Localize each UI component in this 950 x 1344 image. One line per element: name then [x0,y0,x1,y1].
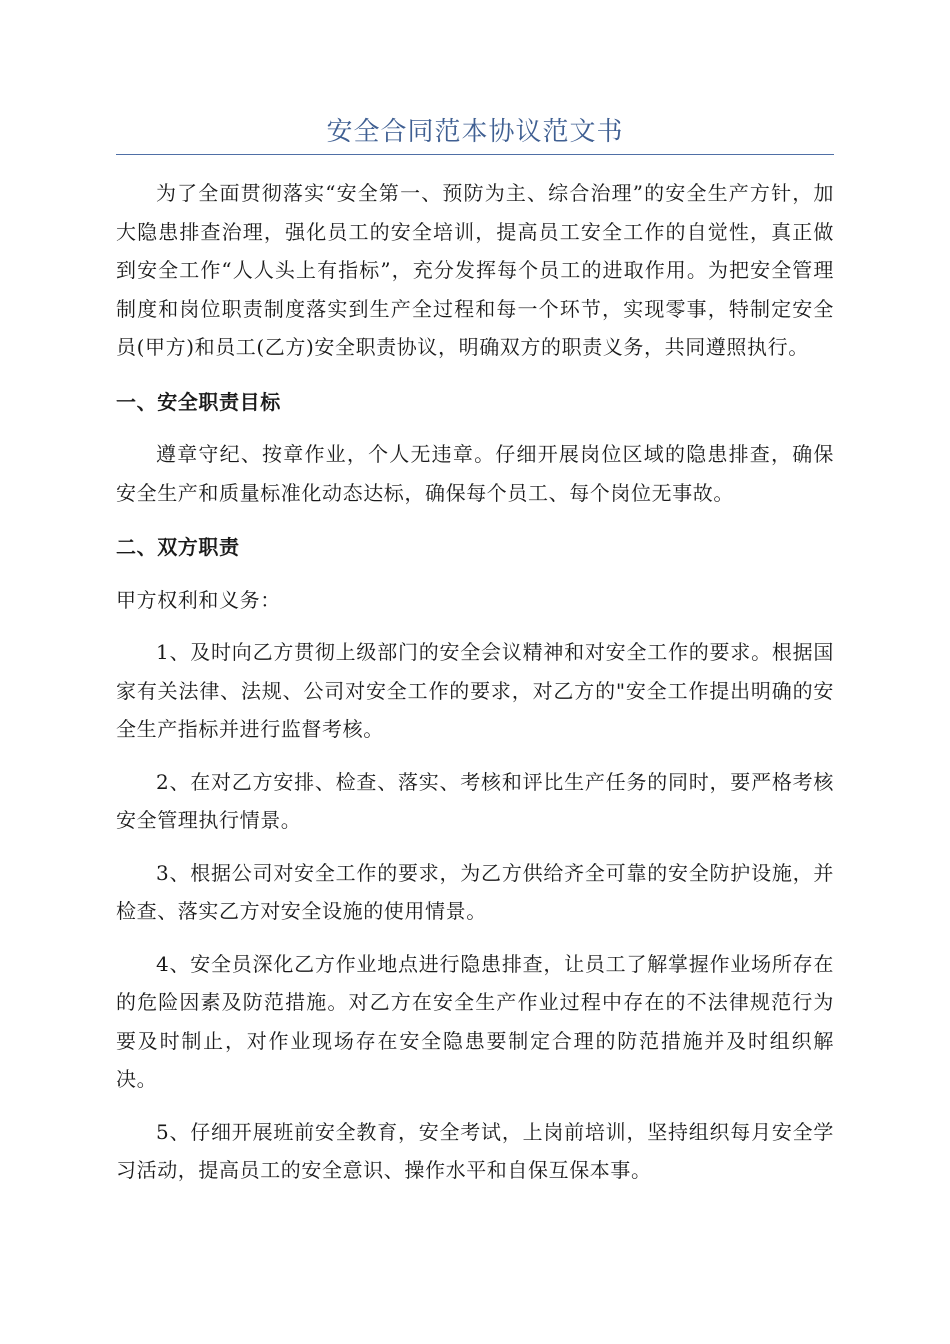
section-1-paragraph: 遵章守纪、按章作业，个人无违章。仔细开展岗位区域的隐患排查，确保安全生产和质量标准化动态达标，确保每个员工、每个岗位无事故。 [116,442,834,505]
duty-item-4: 4、安全员深化乙方作业地点进行隐患排查，让员工了解掌握作业场所存在的危险因素及防范措施。对乙方在安全生产作业过程中存在的不法律规范行为要及时制止，对作业现场存在安全隐患要制定合理的防范措施并及时组织解决。 [116,951,834,1091]
document-body [116,174,834,1190]
section-1-heading: 一、安全职责目标 [116,389,281,414]
duty-item-3: 3、根据公司对安全工作的要求，为乙方供给齐全可靠的安全防护设施，并检查、落实乙方对安全设施的使用情景。 [116,860,834,923]
duty-item-1: 1、及时向乙方贯彻上级部门的安全会议精神和对安全工作的要求。根据国家有关法律、法规、公司对安全工作的要求，对乙方的"安全工作提出明确的安全生产指标并进行监督考核。 [116,640,834,741]
spacer [116,619,834,633]
spacer [116,1099,834,1113]
section-2-subheading: 甲方权利和义务： [116,587,281,612]
spacer [116,840,834,854]
spacer [116,512,834,528]
intro-paragraph: 为了全面贯彻落实“安全第一、预防为主、综合治理”的安全生产方针，加大隐患排查治理，强化员工的安全培训，提高员工安全工作的自觉性，真正做到安全工作“人人头上有指标”，充分发挥每个员工的进取作用。为把安全管理制度和岗位职责制度落实到生产全过程和每一个环节，实现零事，特制定安全员(甲方)和员工(乙方)安全职责协议，明确双方的职责义务，共同遵照执行。 [116,181,834,359]
spacer [116,749,834,763]
duty-item-2: 2、在对乙方安排、检查、落实、考核和评比生产任务的同时，要严格考核安全管理执行情景。 [116,769,834,832]
title-underline [116,154,834,155]
duty-item-5: 5、仔细开展班前安全教育，安全考试，上岗前培训，坚持组织每月安全学习活动，提高员工的安全意识、操作水平和自保互保本事。 [116,1119,834,1182]
spacer [116,931,834,945]
spacer [116,367,834,383]
spacer [116,567,834,581]
document-title: 安全合同范本协议范文书 [326,117,624,147]
section-2-heading: 二、双方职责 [116,535,240,559]
spacer [116,421,834,435]
